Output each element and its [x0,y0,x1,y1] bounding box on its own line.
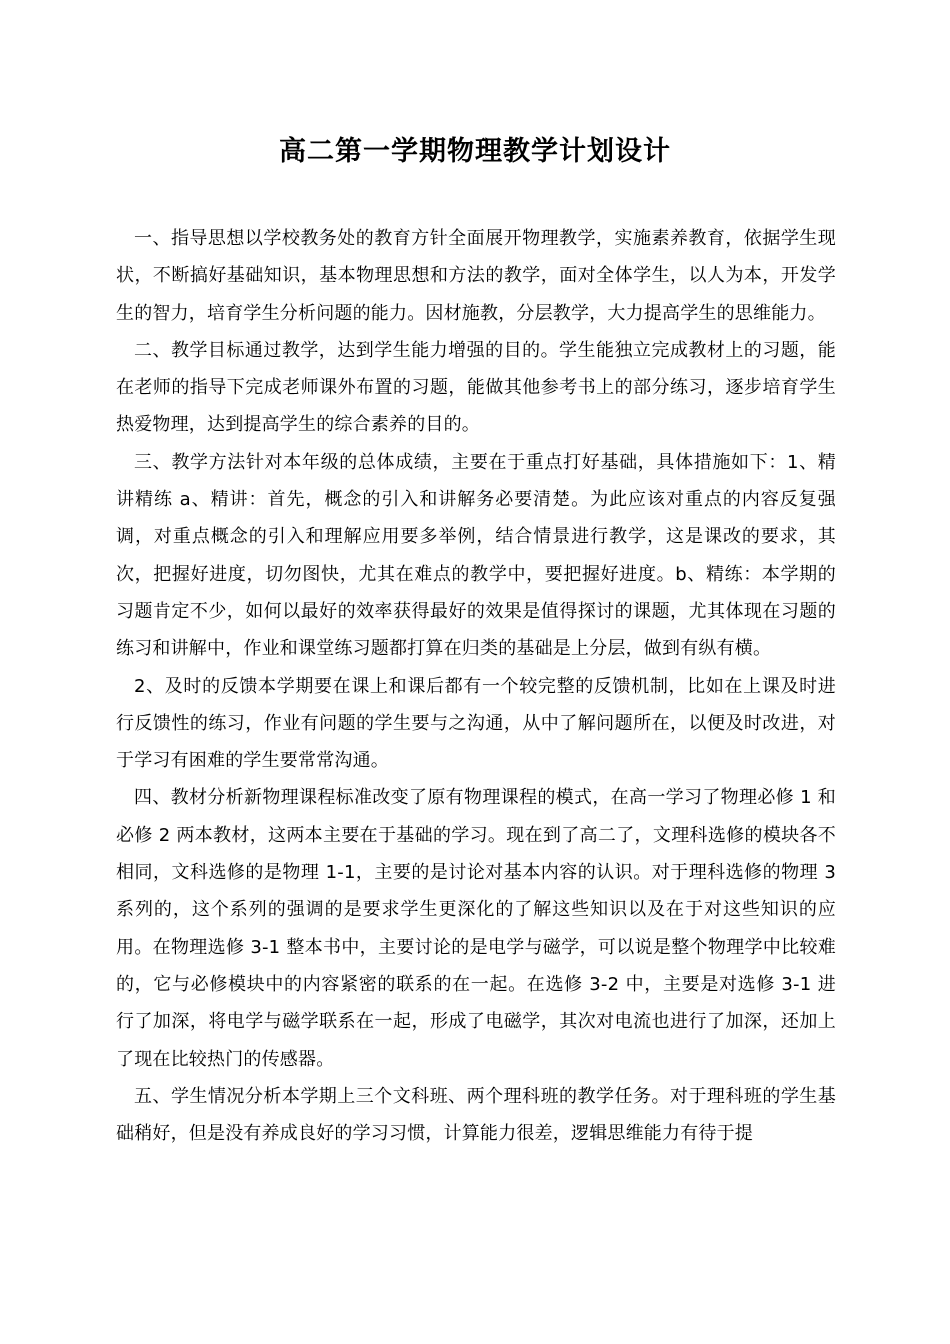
paragraph-guiding-ideology: 一、指导思想以学校教务处的教育方针全面展开物理教学，实施素养教育，依据学生现状，不断搞好基础知识，基本物理思想和方法的教学，面对全体学生，以人为本，开发学生的智力，培育学生分析问题的能力。因材施教，分层教学，大力提高学生的思维能力。 [116,228,836,324]
paragraph-timely-feedback: 2、及时的反馈本学期要在课上和课后都有一个较完整的反馈机制，比如在上课及时进行反馈性的练习，作业有问题的学生要与之沟通，从中了解问题所在，以便及时改进，对于学习有困难的学生要常常沟通。 [116,675,836,772]
document-title: 高二第一学期物理教学计划设计 [279,136,671,167]
paragraph-teaching-methods: 三、教学方法针对本年级的总体成绩，主要在于重点打好基础，具体措施如下：1、精讲精练 a、精讲：首先，概念的引入和讲解务必要清楚。为此应该对重点的内容反复强调，对重点概念的引入和理解应用要多举例，结合情景进行教学，这是课改的要求，其次，把握好进度，切勿图快，尤其在难点的教学中，要把握好进度。b、精练：本学期的习题肯定不少，如何以最好的效率获得最好的效果是值得探讨的课题，尤其体现在习题的练习和讲解中，作业和课堂练习题都打算在归类的基础是上分层，做到有纵有横。 [116,451,836,660]
paragraph-teaching-goals: 二、教学目标通过教学，达到学生能力增强的目的。学生能独立完成教材上的习题，能在老师的指导下完成老师课外布置的习题，能做其他参考书上的部分练习，逐步培育学生热爱物理，达到提高学生的综合素养的目的。 [116,339,836,436]
document-body [116,220,836,1152]
paragraph-student-analysis: 五、学生情况分析本学期上三个文科班、两个理科班的教学任务。对于理科班的学生基础稍好，但是没有养成良好的学习习惯，计算能力很差，逻辑思维能力有待于提 [116,1085,836,1145]
paragraph-textbook-analysis: 四、教材分析新物理课程标准改变了原有物理课程的模式，在高一学习了物理必修 1 和必修 2 两本教材，这两本主要在于基础的学习。现在到了高二了，文理科选修的模块各不相同，文科选修的是物理 1-1，主要的是讨论对基本内容的认识。对于理科选修的物理 3 系列的，这个系列的强调的是要求学生更深化的了解这些知识以及在于对这些知识的应用。在物理选修 3-1 整本书中，主要讨论的是电学与磁学，可以说是整个物理学中比较难的，它与必修模块中的内容紧密的联系的在一起。在选修 3-2 中，主要是对选修 3-1 进行了加深，将电学与磁学联系在一起，形成了电磁学，其次对电流也进行了加深，还加上了现在比较热门的传感器。 [116,787,836,1070]
